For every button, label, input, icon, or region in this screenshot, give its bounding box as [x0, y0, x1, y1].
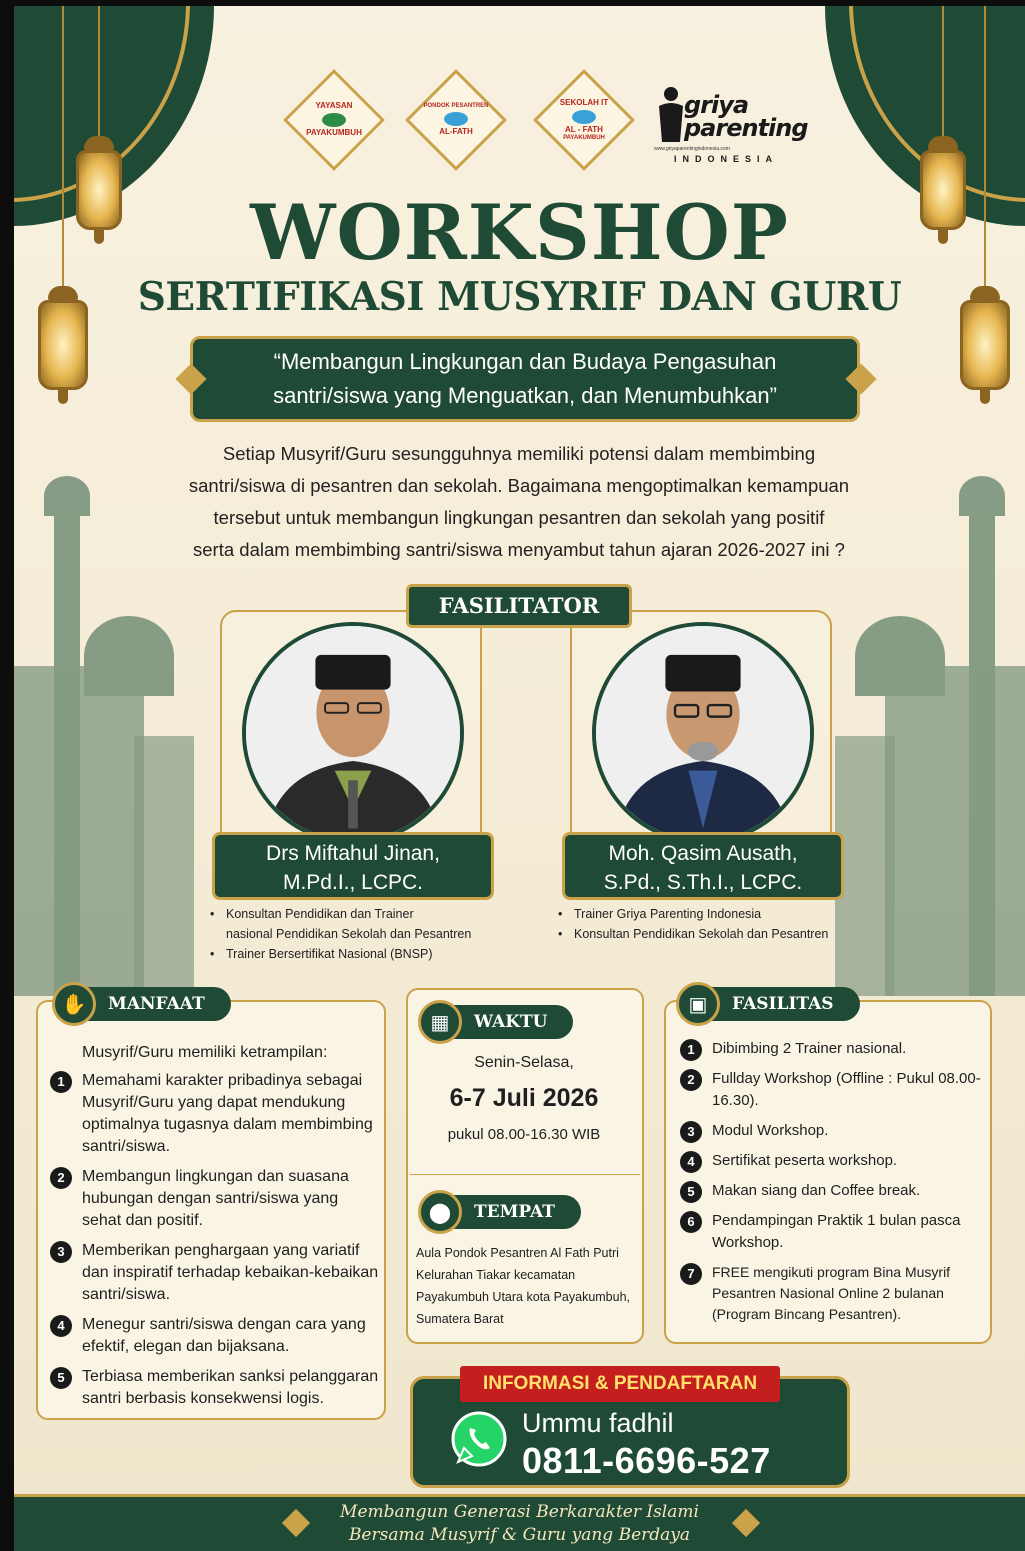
- list-item: 2 Fullday Workshop (Offline : Pukul 08.00-16.30).: [680, 1068, 986, 1112]
- griya-country: INDONESIA: [674, 154, 779, 164]
- list-item: 7 FREE mengikuti program Bina Musyrif Pesantren Nasional Online 2 bulanan (Program Bincang Pesantren).: [680, 1262, 986, 1325]
- facilitator-photo: [592, 622, 814, 844]
- tempat-address: Aula Pondok Pesantren Al Fath Putri Kelurahan Tiakar kecamatan Payakumbuh Utara kota Payakumbuh, Sumatera Barat: [416, 1246, 631, 1326]
- list-item: 2 Membangun lingkungan dan suasana hubungan dengan santri/siswa yang sehat dan positif.: [50, 1166, 380, 1232]
- poster: [14, 6, 1025, 1551]
- section-label: WAKTU: [452, 1005, 573, 1039]
- tempat-header: [418, 1192, 581, 1232]
- whatsapp-icon[interactable]: [450, 1410, 508, 1468]
- footer-slogan: Membangun Generasi Berkarakter Islami Bersama Musyrif & Guru yang Berdaya: [340, 1502, 699, 1545]
- section-label: MANFAAT: [86, 987, 231, 1021]
- tagline-line: “Membangun Lingkungan dan Budaya Pengasuhan: [273, 349, 777, 374]
- bullet-item: • Trainer Griya Parenting Indonesia: [558, 904, 828, 924]
- footer: [14, 1494, 1025, 1551]
- logo-text: PAYAKUMBUH: [563, 134, 605, 141]
- fasilitator-label: FASILITATOR: [406, 584, 632, 628]
- facilitator-bullets: [558, 904, 828, 944]
- bullet-item: • Trainer Bersertifikat Nasional (BNSP): [210, 944, 471, 964]
- logo-text: PAYAKUMBUH: [306, 128, 362, 137]
- gift-icon: ▣: [676, 982, 720, 1026]
- section-label: FASILITAS: [710, 987, 860, 1021]
- mosque-silhouette-right: [805, 496, 1025, 996]
- calendar-icon: ▦: [418, 1000, 462, 1044]
- griya-wordmark: griya parenting: [684, 91, 808, 142]
- logo-text: PONDOK PESANTREN: [423, 103, 489, 110]
- bullet-item: • Konsultan Pendidikan dan Trainer nasional Pendidikan Sekolah dan Pesantren: [210, 904, 471, 944]
- location-pin-icon: ⬤: [418, 1190, 462, 1234]
- fasilitas-header: [676, 984, 860, 1024]
- tagline-line: santri/siswa yang Menguatkan, dan Menumbuhkan”: [273, 383, 777, 408]
- person-icon: [656, 86, 686, 146]
- fasilitas-list: [680, 1038, 986, 1333]
- logo-text: AL - FATH: [565, 124, 603, 134]
- page-subtitle: SERTIFIKASI MUSYRIF DAN GURU: [137, 274, 902, 320]
- pondok-logo: [405, 69, 507, 171]
- facilitator-name: Moh. Qasim Ausath, S.Pd., S.Th.I., LCPC.: [562, 832, 844, 900]
- waktu-day: Senin-Selasa,: [474, 1054, 574, 1071]
- list-item: 4 Menegur santri/siswa dengan cara yang efektif, elegan dan bijaksana.: [50, 1314, 380, 1358]
- manfaat-list: [50, 1042, 380, 1418]
- facilitator-card: [220, 610, 482, 900]
- intro-paragraph: Setiap Musyrif/Guru sesungguhnya memiliki potensi dalam membimbing santri/siswa di pesantren dan sekolah. Bagaimana mengoptimalkan kemampuan tersebut untuk membangun lingkungan pesantren dan sekolah yang positif serta dalam membimbing santri/siswa menyambut tahun ajaran 2026-2027 ini ?: [188, 443, 850, 560]
- list-item: 5 Terbiasa memberikan sanksi pelanggaran santri berbasis konsekwensi logis.: [50, 1366, 380, 1410]
- sekolah-logo: [533, 69, 635, 171]
- handshake-icon: ✋: [52, 982, 96, 1026]
- list-item: 5 Makan siang dan Coffee break.: [680, 1180, 986, 1202]
- facilitator-photo: [242, 622, 464, 844]
- yayasan-logo: [283, 69, 385, 171]
- list-item: 3 Memberikan penghargaan yang variatif dan inspiratif terhadap kebaikan-kebaikan santri/siswa.: [50, 1240, 380, 1306]
- manfaat-intro: Musyrif/Guru memiliki ketrampilan:: [82, 1044, 328, 1061]
- mosque-silhouette-left: [14, 496, 234, 996]
- logo-row: [284, 74, 808, 184]
- emblem-icon: [444, 112, 468, 126]
- logo-text: AL-FATH: [439, 126, 473, 136]
- list-item: 1 Dibimbing 2 Trainer nasional.: [680, 1038, 986, 1060]
- manfaat-header: [52, 984, 231, 1024]
- list-item: 3 Modul Workshop.: [680, 1120, 986, 1142]
- facilitator-name: Drs Miftahul Jinan, M.Pd.I., LCPC.: [212, 832, 494, 900]
- contact-name: Ummu fadhil: [522, 1408, 674, 1438]
- facilitator-card: [570, 610, 832, 900]
- logo-text: SEKOLAH IT: [559, 97, 609, 107]
- page-title: WORKSHOP: [250, 188, 789, 277]
- list-item: 1 Memahami karakter pribadinya sebagai Musyrif/Guru yang dapat mendukung optimalnya tugasnya dalam membimbing santri/siswa.: [50, 1070, 380, 1158]
- waktu-time: pukul 08.00-16.30 WIB: [447, 1126, 601, 1143]
- registration-label: INFORMASI & PENDAFTARAN: [460, 1366, 780, 1402]
- divider: [410, 1174, 640, 1175]
- facilitator-bullets: [210, 904, 471, 964]
- waktu-header: [418, 1002, 573, 1042]
- bullet-item: • Konsultan Pendidikan Sekolah dan Pesantren: [558, 924, 828, 944]
- contact-phone[interactable]: 0811-6696-527: [522, 1440, 771, 1481]
- list-item: 4 Sertifikat peserta workshop.: [680, 1150, 986, 1172]
- logo-text: YAYASAN: [315, 101, 353, 111]
- tagline-banner: [190, 336, 860, 422]
- quran-icon: [322, 113, 346, 127]
- waktu-date: 6-7 Juli 2026: [449, 1084, 599, 1112]
- griya-parenting-logo: [654, 82, 808, 172]
- section-label: TEMPAT: [452, 1195, 581, 1229]
- emblem-icon: [572, 110, 596, 124]
- list-item: 6 Pendampingan Praktik 1 bulan pasca Workshop.: [680, 1210, 986, 1254]
- griya-url: www.griyaparentingindonesia.com: [654, 146, 730, 152]
